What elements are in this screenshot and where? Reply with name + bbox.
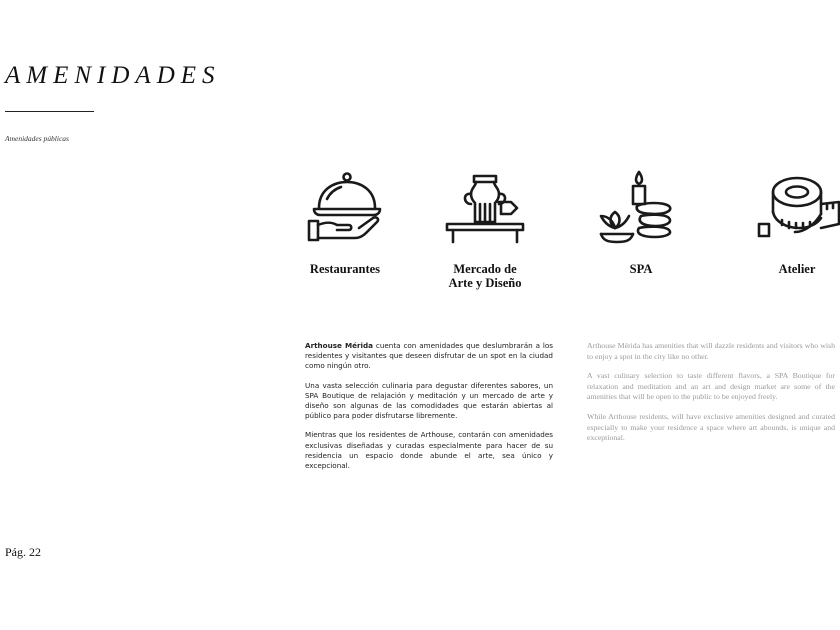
paragraph-1 [305, 341, 553, 372]
vase-table-icon [437, 168, 533, 246]
amenity-label-line: Restaurantes [309, 262, 381, 276]
amenity-label-line: Atelier [778, 262, 816, 276]
paragraph-3: While Arthouse residents, will have exclusive amenities designed and curated especially to make your residence a space where art abounds, is unique and exceptional. [587, 411, 835, 443]
spa-candle-stones-icon [593, 168, 689, 246]
page-title: AMENIDADES [5, 62, 221, 89]
amenities-row [290, 168, 840, 298]
paragraph-3: Mientras que los residentes de Arthouse, contarán con amenidades exclusivas diseñadas y curadas especialmente para hacer de su residencia un espacio donde abunde el arte, sea único y excepcional. [305, 430, 553, 471]
cloche-hand-icon [297, 168, 393, 246]
paragraph-1-text: cuenta con amenidades que deslumbrarán a los residentes y visitantes que deseen disfrutar de un spot en la ciudad como ningún otro. [305, 341, 553, 371]
brand-name: Arthouse Mérida [305, 341, 373, 350]
amenity-label [586, 262, 696, 276]
paragraph-2: A vast culinary selection to taste different flavors, a SPA Boutique for relaxation and meditation and an art and design market are some of the amenities that will be open to the public to be enjoyed freely. [587, 371, 835, 402]
amenity-label-line: SPA [629, 262, 653, 276]
amenity-label [430, 262, 540, 290]
amenity-label [290, 262, 400, 276]
amenity-atelier [742, 168, 840, 276]
section-subtitle: Amenidades públicas [5, 134, 69, 143]
amenity-spa [586, 168, 696, 276]
amenity-label-line: Arte y Diseño [448, 276, 522, 290]
description-english [587, 341, 835, 453]
amenity-mercado [430, 168, 540, 290]
paragraph-2: Una vasta selección culinaria para degustar diferentes sabores, un SPA Boutique de relajación y meditación y un mercado de arte y diseño son algunas de las comodidades que estarán abiertas al público para poder disfrutarse libremente. [305, 380, 553, 421]
measuring-tape-icon [749, 168, 840, 246]
amenity-label-line: Mercado de [453, 262, 517, 276]
amenity-label [742, 262, 840, 276]
title-divider [5, 111, 94, 112]
amenity-restaurantes [290, 168, 400, 276]
page-number: Pág. 22 [5, 545, 41, 559]
paragraph-1: Arthouse Mérida has amenities that will dazzle residents and visitors who wish to enjoy a spot in the city like no other. [587, 341, 835, 361]
description-spanish [305, 341, 553, 480]
